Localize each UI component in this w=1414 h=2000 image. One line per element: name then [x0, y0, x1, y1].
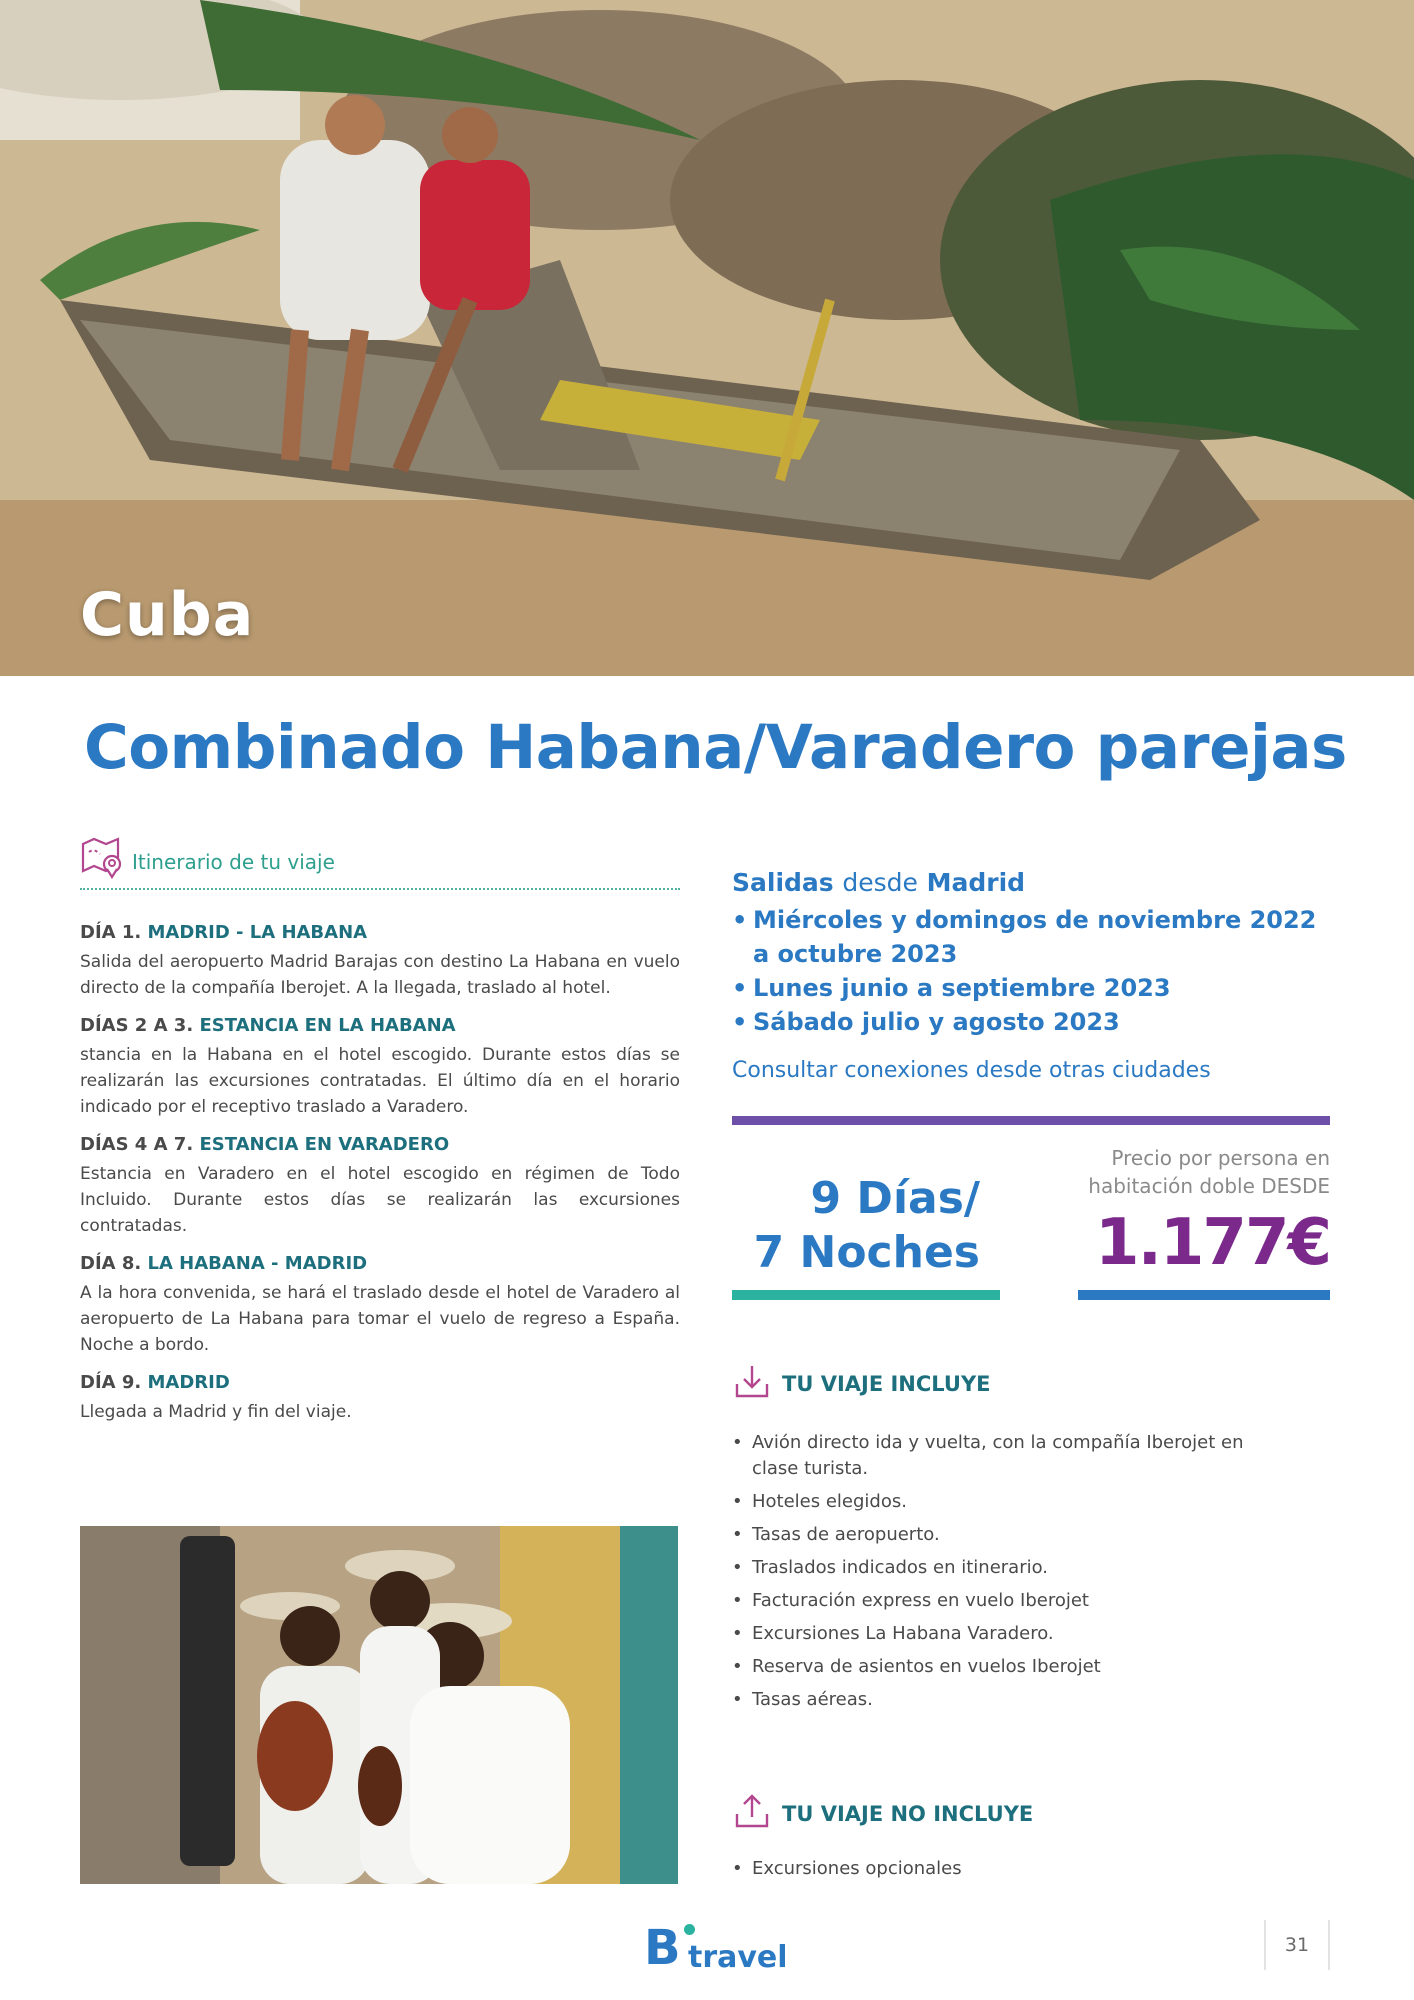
- list-item: • Excursiones opcionales: [732, 1856, 1292, 1882]
- duration-underline: [732, 1290, 1000, 1300]
- day-label: DÍAS 4 A 7.: [80, 1134, 194, 1155]
- departures-section: [732, 868, 1332, 1039]
- day-description: Salida del aeropuerto Madrid Barajas con destino La Habana en vuelo directo de la compañía Iberojet. A la llegada, traslado al hotel.: [80, 952, 680, 998]
- day-label: DÍA 9.: [80, 1372, 142, 1393]
- list-item: • Tasas aéreas.: [732, 1687, 1292, 1713]
- excludes-header: [732, 1792, 1332, 1836]
- list-item: • Facturación express en vuelo Iberojet: [732, 1588, 1292, 1614]
- itinerary-heading: Itinerario de tu viaje: [132, 850, 335, 874]
- upload-icon: [732, 1792, 772, 1832]
- day-description: Estancia en Varadero en el hotel escogido en régimen de Todo Incluido. Durante estos días se realizarán las excursiones contratadas.: [80, 1164, 680, 1236]
- departure-item: • Miércoles y domingos de noviembre 2022 a octubre 2023: [732, 903, 1332, 971]
- day-place: ESTANCIA EN VARADERO: [199, 1134, 450, 1155]
- day-description: Llegada a Madrid y fin del viaje.: [80, 1402, 352, 1422]
- page-number: 31: [1284, 1934, 1310, 1956]
- itinerary-day: [80, 1015, 680, 1120]
- hero-photo: [0, 0, 1414, 676]
- duration-days: 9 Días/: [810, 1173, 980, 1224]
- download-icon: [732, 1362, 772, 1402]
- musicians-photo: [80, 1526, 678, 1884]
- day-label: DÍA 1.: [80, 922, 142, 943]
- itinerary-day: [80, 922, 680, 1001]
- list-item: • Excursiones La Habana Varadero.: [732, 1621, 1292, 1647]
- list-item: • Tasas de aeropuerto.: [732, 1522, 1292, 1548]
- day-place: MADRID - LA HABANA: [147, 922, 368, 943]
- day-label: DÍA 8.: [80, 1253, 142, 1274]
- btravel-logo: B travel: [644, 1920, 788, 1976]
- departures-list: [732, 903, 1332, 1039]
- duration-box: [732, 1172, 1000, 1300]
- divider-bar: [732, 1116, 1330, 1125]
- departure-item: • Lunes junio a septiembre 2023: [732, 971, 1332, 1005]
- includes-list: [732, 1430, 1292, 1720]
- street-musicians-illustration: [80, 1526, 678, 1884]
- map-pin-icon: [80, 834, 126, 880]
- day-label: DÍAS 2 A 3.: [80, 1015, 194, 1036]
- departures-title: Salidas desde Madrid: [732, 868, 1026, 897]
- hero-destination-title: Cuba: [80, 580, 255, 650]
- list-item: • Hoteles elegidos.: [732, 1489, 1292, 1515]
- price-label: Precio por persona en habitación doble DESDE: [1088, 1146, 1330, 1198]
- connections-note: Consultar conexiones desde otras ciudades: [732, 1058, 1211, 1083]
- day-description: A la hora convenida, se hará el traslado desde el hotel de Varadero al aeropuerto de La Habana para tomar el vuelo de regreso a España. Noche a bordo.: [80, 1283, 680, 1355]
- itinerary-day: [80, 1253, 680, 1358]
- includes-header: [732, 1362, 1332, 1406]
- itinerary-day: [80, 1134, 680, 1239]
- list-item: • Avión directo ida y vuelta, con la compañía Iberojet en clase turista.: [732, 1430, 1292, 1482]
- day-description: stancia en la Habana en el hotel escogido. Durante estos días se realizarán las excursiones contratadas. El último día en el horario indicado por el receptivo traslado a Varadero.: [80, 1045, 680, 1117]
- day-place: LA HABANA - MADRID: [147, 1253, 368, 1274]
- list-item: • Reserva de asientos en vuelos Iberojet: [732, 1654, 1292, 1680]
- excludes-heading: TU VIAJE NO INCLUYE: [782, 1802, 1034, 1826]
- itinerary-day: [80, 1372, 680, 1425]
- page-number-divider: [1328, 1920, 1330, 1970]
- duration-nights: 7 Noches: [753, 1227, 980, 1278]
- price-underline: [1078, 1290, 1330, 1300]
- itinerary-header: [80, 832, 680, 890]
- excludes-list: [732, 1856, 1292, 1889]
- beach-boat-illustration: [0, 0, 1414, 676]
- day-place: MADRID: [147, 1372, 230, 1393]
- itinerary-list: [80, 922, 680, 1439]
- departure-item: • Sábado julio y agosto 2023: [732, 1005, 1332, 1039]
- page-title: Combinado Habana/Varadero parejas: [84, 712, 1347, 783]
- includes-heading: TU VIAJE INCLUYE: [782, 1372, 991, 1396]
- day-place: ESTANCIA EN LA HABANA: [199, 1015, 456, 1036]
- list-item: • Traslados indicados en itinerario.: [732, 1555, 1292, 1581]
- price-value: 1.177€: [1095, 1206, 1330, 1280]
